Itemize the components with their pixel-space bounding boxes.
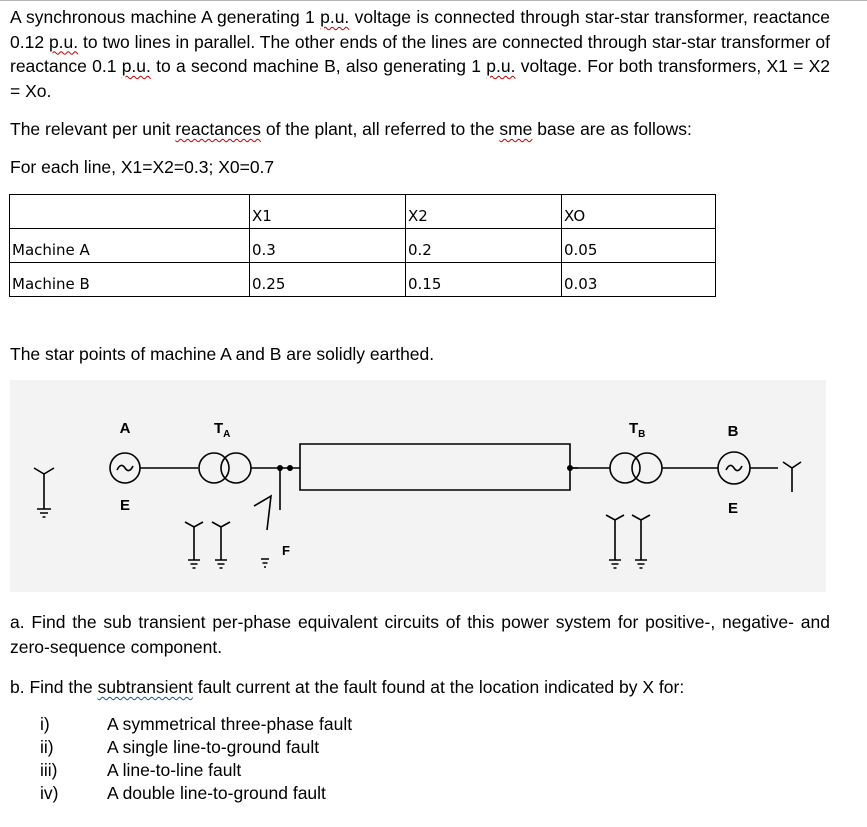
intro-text: to a second machine B, also generating 1 bbox=[150, 56, 487, 76]
spell-flag[interactable]: p.u. bbox=[486, 56, 516, 76]
spell-flag[interactable]: reactances bbox=[175, 119, 261, 139]
question-a: a. Find the sub transient per-phase equivalent circuits of this power system for positive-, negative- and zero-sequence component. bbox=[10, 612, 830, 657]
table-header-cell: X2 bbox=[406, 195, 562, 229]
reactance-text: base are as follows: bbox=[532, 119, 692, 139]
list-item-text: A line-to-line fault bbox=[107, 760, 242, 780]
line-reactance-text: For each line, X1=X2=0.3; X0=0.7 bbox=[10, 157, 275, 177]
spell-flag[interactable]: p.u. bbox=[320, 7, 350, 27]
list-item-number: iii) bbox=[40, 760, 58, 780]
table-header-cell: XO bbox=[562, 195, 716, 229]
machine-a-label: A bbox=[119, 420, 131, 437]
question-b bbox=[10, 675, 684, 700]
intro-text: voltage. For both transformers, X1 = X2 = Xo. bbox=[10, 56, 830, 101]
transformer-ta-letter: T bbox=[214, 420, 224, 437]
list-item-text: A single line-to-ground fault bbox=[107, 737, 320, 757]
spell-flag[interactable]: p.u. bbox=[48, 31, 79, 52]
list-item bbox=[40, 713, 352, 736]
list-item-number: ii) bbox=[40, 737, 54, 757]
list-item-number: iv) bbox=[40, 783, 59, 803]
intro-text: A synchronous machine A generating 1 bbox=[10, 7, 321, 27]
window-top-border bbox=[0, 0, 867, 1]
machine-b-label: B bbox=[727, 423, 739, 440]
list-item-text: A symmetrical three-phase fault bbox=[107, 714, 353, 734]
transformer-ta-subscript: A bbox=[223, 429, 231, 440]
table-cell: 0.03 bbox=[562, 263, 716, 297]
table-cell: Machine A bbox=[10, 229, 250, 263]
reactance-text: of the plant, all referred to the bbox=[260, 119, 500, 139]
spell-flag[interactable]: sme bbox=[499, 119, 533, 139]
machine-a-e-label: E bbox=[119, 497, 131, 514]
intro-paragraph bbox=[10, 5, 830, 103]
transformer-tb-letter: T bbox=[629, 420, 639, 437]
power-system-diagram bbox=[10, 380, 826, 592]
table-cell: 0.15 bbox=[406, 263, 562, 297]
table-header-cell bbox=[10, 195, 250, 229]
list-item bbox=[40, 782, 352, 805]
junction-dot-icon bbox=[567, 465, 573, 471]
intro-text: to two lines in parallel. The other ends of the lines are connected through star-star transformer of reactance 0.1 bbox=[10, 31, 830, 76]
diagram-background bbox=[10, 380, 826, 592]
table-cell: 0.3 bbox=[250, 229, 406, 263]
question-b-text: b. Find the bbox=[10, 677, 98, 697]
list-item bbox=[40, 759, 352, 782]
fault-label: F bbox=[282, 543, 290, 558]
reactance-text: The relevant per unit bbox=[10, 119, 176, 139]
table-cell: 0.25 bbox=[250, 263, 406, 297]
list-item bbox=[40, 736, 352, 759]
reactance-table bbox=[9, 194, 716, 297]
reactance-intro bbox=[10, 117, 692, 142]
table-cell: 0.05 bbox=[562, 229, 716, 263]
table-cell: 0.2 bbox=[406, 229, 562, 263]
spell-flag[interactable]: subtransient bbox=[97, 677, 193, 697]
transformer-tb-subscript: B bbox=[638, 429, 646, 440]
table-header-row bbox=[10, 195, 716, 229]
star-points-text: The star points of machine A and B are solidly earthed. bbox=[10, 344, 435, 364]
list-item-text: A double line-to-ground fault bbox=[107, 783, 326, 803]
machine-b-e-label: E bbox=[727, 500, 739, 517]
junction-dot-icon bbox=[287, 465, 293, 471]
spell-flag[interactable]: p.u. bbox=[121, 56, 151, 76]
fault-list bbox=[40, 713, 352, 805]
junction-dot-icon bbox=[277, 465, 283, 471]
question-b-text: fault current at the fault found at the location indicated by X for: bbox=[192, 677, 685, 697]
table-header-cell: X1 bbox=[250, 195, 406, 229]
list-item-number: i) bbox=[40, 714, 50, 734]
table-row bbox=[10, 263, 716, 297]
intro-text: voltage is connected through star-star transformer, reactance 0.12 bbox=[10, 7, 830, 52]
table-cell: Machine B bbox=[10, 263, 250, 297]
table-row bbox=[10, 229, 716, 263]
